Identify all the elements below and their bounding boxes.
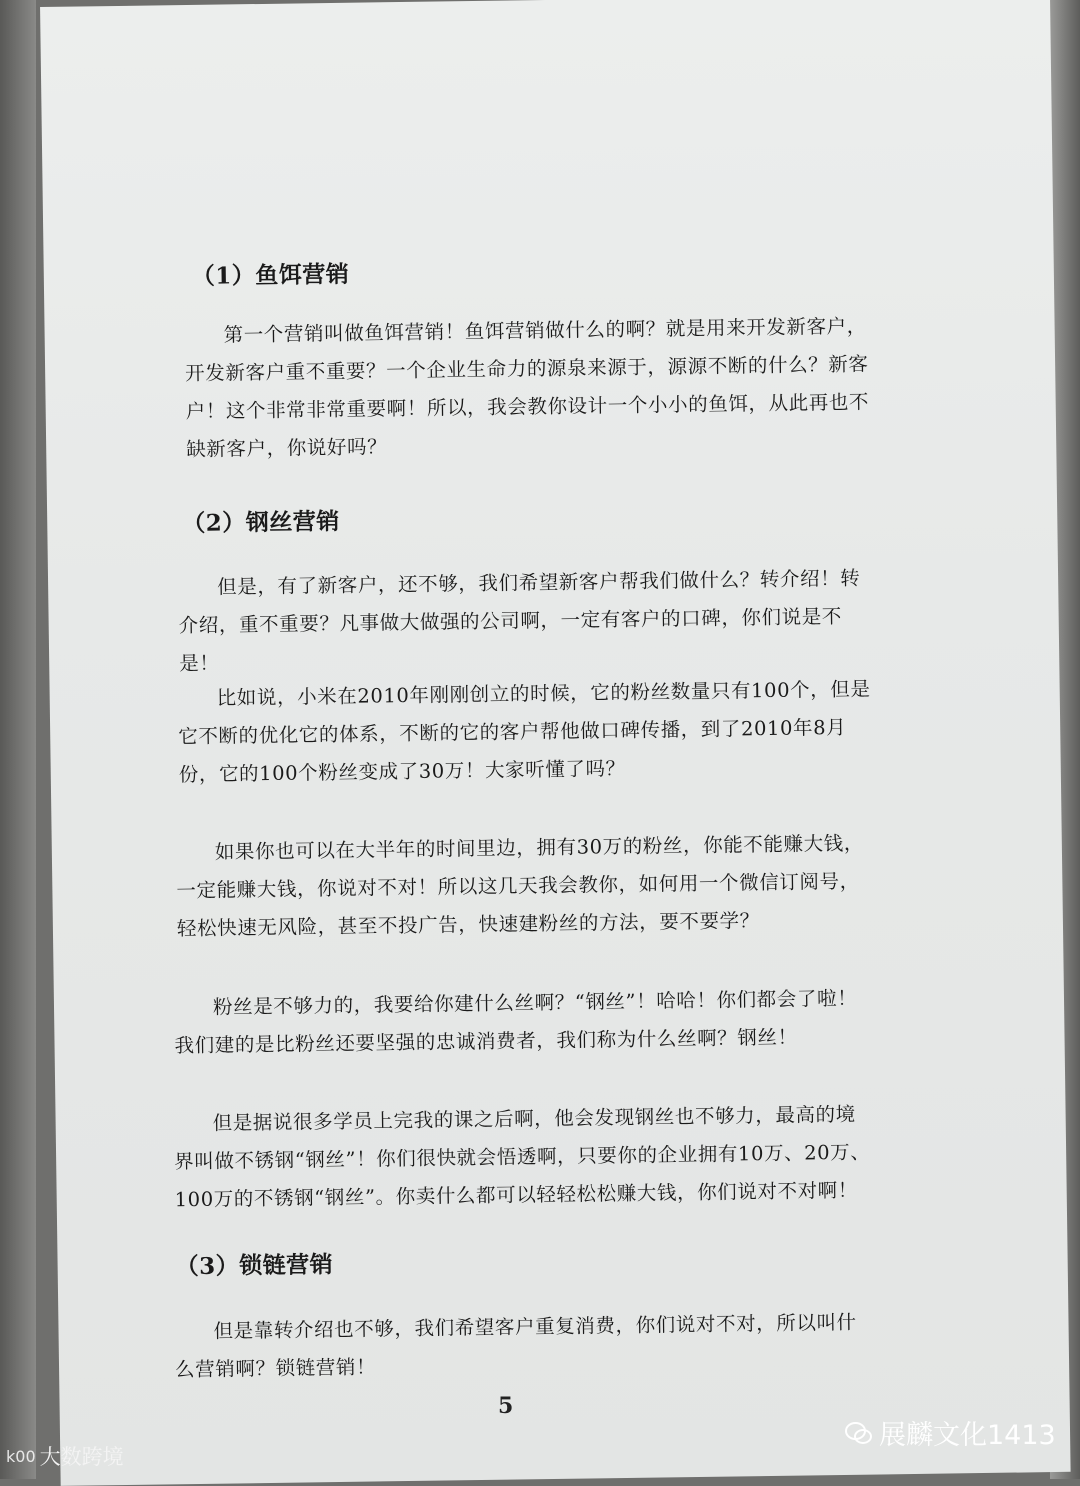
watermark-right-text: 展麟文化1413 bbox=[879, 1420, 1056, 1451]
paragraph-text: 比如说，小米在2010年刚刚创立的时候，它的粉丝数量只有100个，但是它不断的优化它的体系，不断的它的客户帮他做口碑传播，到了2010年8月份，它的100个粉丝变成了30万！大家听懂了吗？ bbox=[178, 677, 871, 787]
paragraph bbox=[176, 824, 878, 948]
paragraph-text: 但是据说很多学员上完我的课之后啊，他会发现钢丝也不够力，最高的境界叫做不锈钢“钢丝”！你们很快就会悟透啊，只要你的企业拥有10万、20万、100万的不锈钢“钢丝”。你卖什么都可以轻轻松松赚大钱，你们说对不对啊！ bbox=[174, 1102, 871, 1212]
watermark-left-text: 大数跨境 bbox=[39, 1445, 124, 1469]
paragraph-text: 但是靠转介绍也不够，我们希望客户重复消费，你们说对不对，所以叫什么营销啊？锁链营销！ bbox=[174, 1310, 857, 1382]
document-page bbox=[40, 0, 1071, 1486]
paragraph-text: 第一个营销叫做鱼饵营销！鱼饵营销做什么的啊？就是用来开发新客户，开发新客户重不重要？一个企业生命力的源泉来源于，源源不断的什么？新客户！这个非常非常重要啊！所以，我会教你设计一个小小的鱼饵，从此再也不缺新客户，你说好吗？ bbox=[185, 314, 870, 462]
brand-logo-icon: k00 bbox=[6, 1446, 36, 1466]
paragraph-text: 但是，有了新客户，还不够，我们希望新客户帮我们做什么？转介绍！转介绍，重不重要？凡事做大做强的公司啊，一定有客户的口碑，你们说是不是！ bbox=[178, 566, 861, 676]
paragraph bbox=[178, 559, 880, 683]
paragraph bbox=[174, 980, 875, 1066]
watermark-right bbox=[845, 1413, 1056, 1452]
section-heading-3: （3）锁链营销 bbox=[175, 1251, 334, 1281]
paragraph bbox=[184, 307, 886, 469]
section-heading-2: （2）钢丝营销 bbox=[182, 507, 340, 538]
paragraph bbox=[174, 1304, 875, 1390]
paragraph bbox=[173, 1096, 875, 1220]
paragraph-text: 如果你也可以在大半年的时间里边，拥有30万的粉丝，你能不能赚大钱，一定能赚大钱，你说对不对！所以这几天我会教你，如何用一个微信订阅号，轻松快速无风险，甚至不投广告，快速建粉丝的方法，要不要学？ bbox=[176, 831, 865, 941]
wechat-icon bbox=[845, 1422, 871, 1444]
scan-edge-left bbox=[0, 0, 36, 1479]
paragraph bbox=[177, 670, 879, 794]
section-heading-1: （1）鱼饵营销 bbox=[191, 260, 350, 290]
watermark-left bbox=[6, 1441, 124, 1471]
page-number: 5 bbox=[498, 1393, 514, 1419]
paragraph-text: 粉丝是不够力的，我要给你建什么丝啊？“钢丝”！哈哈！你们都会了啦！我们建的是比粉丝还要坚强的忠诚消费者，我们称为什么丝啊？钢丝！ bbox=[174, 986, 858, 1058]
